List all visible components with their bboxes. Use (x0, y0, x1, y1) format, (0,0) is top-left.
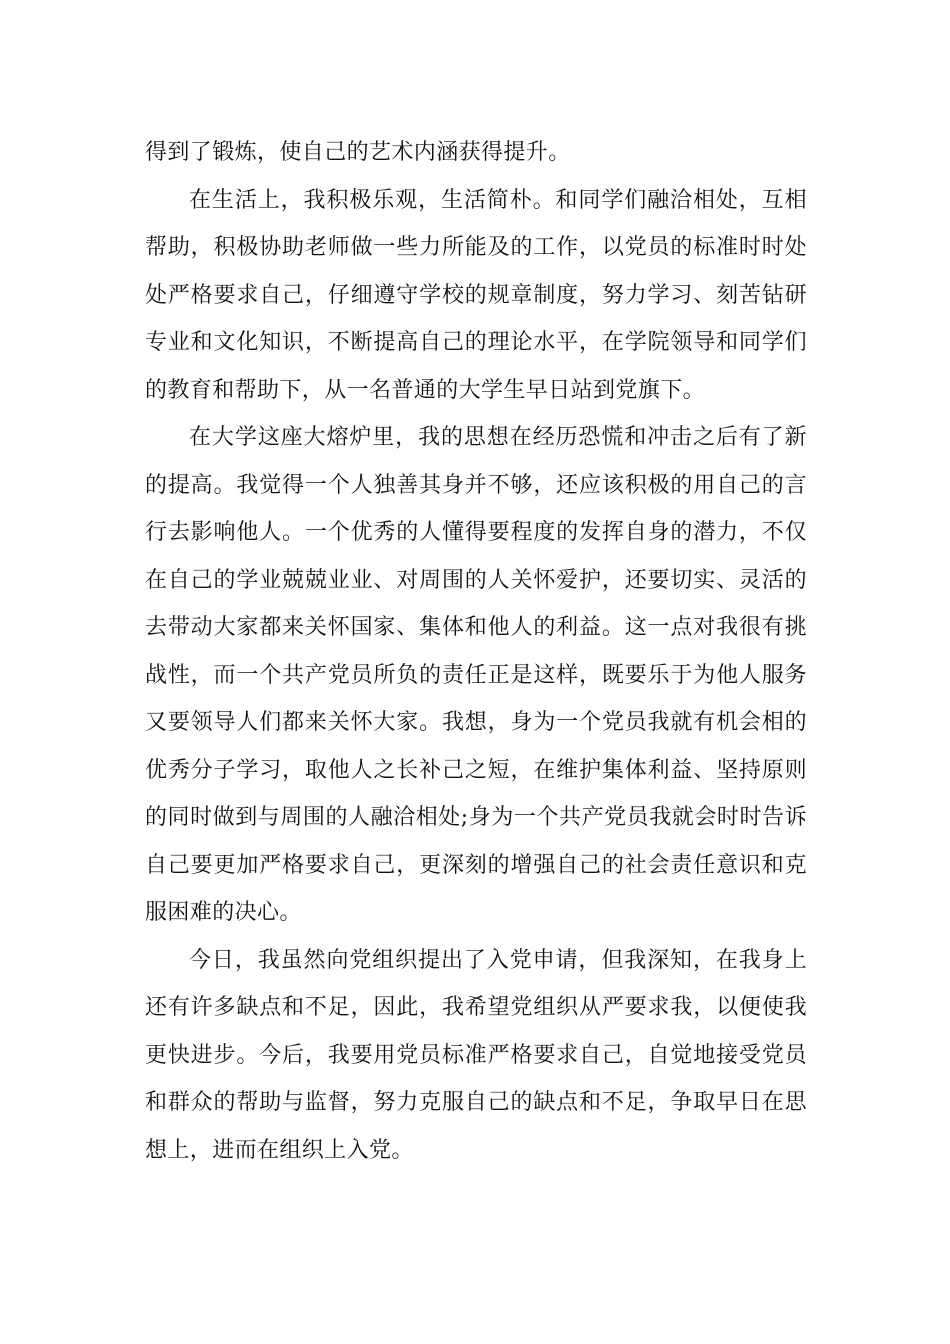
paragraph-life: 在生活上，我积极乐观，生活简朴。和同学们融洽相处，互相帮助，积极协助老师做一些力所能及的工作，以党员的标准时时处处严格要求自己，仔细遵守学校的规章制度，努力学习、刻苦钻研专业和文化知识，不断提高自己的理论水平，在学院领导和同学们的教育和帮助下，从一名普通的大学生早日站到党旗下。 (145, 187, 807, 403)
paragraph-thought: 在大学这座大熔炉里，我的思想在经历恐慌和冲击之后有了新的提高。我觉得一个人独善其身并不够，还应该积极的用自己的言行去影响他人。一个优秀的人懂得要程度的发挥自身的潜力，不仅在自己的学业兢兢业业、对周围的人关怀爱护，还要切实、灵活的去带动大家都来关怀国家、集体和他人的利益。这一点对我很有挑战性，而一个共产党员所负的责任正是这样，既要乐于为他人服务又要领导人们都来关怀大家。我想，身为一个党员我就有机会相的优秀分子学习，取他人之长补己之短，在维护集体利益、坚持原则的同时做到与周围的人融洽相处;身为一个共产党员我就会时时告诉自己要更加严格要求自己，更深刻的增强自己的社会责任意识和克服困难的决心。 (145, 425, 807, 925)
document-body (145, 129, 807, 1174)
paragraph-continuation: 得到了锻炼，使自己的艺术内涵获得提升。 (145, 140, 571, 165)
paragraph-application: 今日，我虽然向党组织提出了入党申请，但我深知，在我身上还有许多缺点和不足，因此，我希望党组织从严要求我，以便使我更快进步。今后，我要用党员标准严格要求自己，自觉地接受党员和群众的帮助与监督，努力克服自己的缺点和不足，争取早日在思想上，进而在组织上入党。 (145, 947, 807, 1163)
